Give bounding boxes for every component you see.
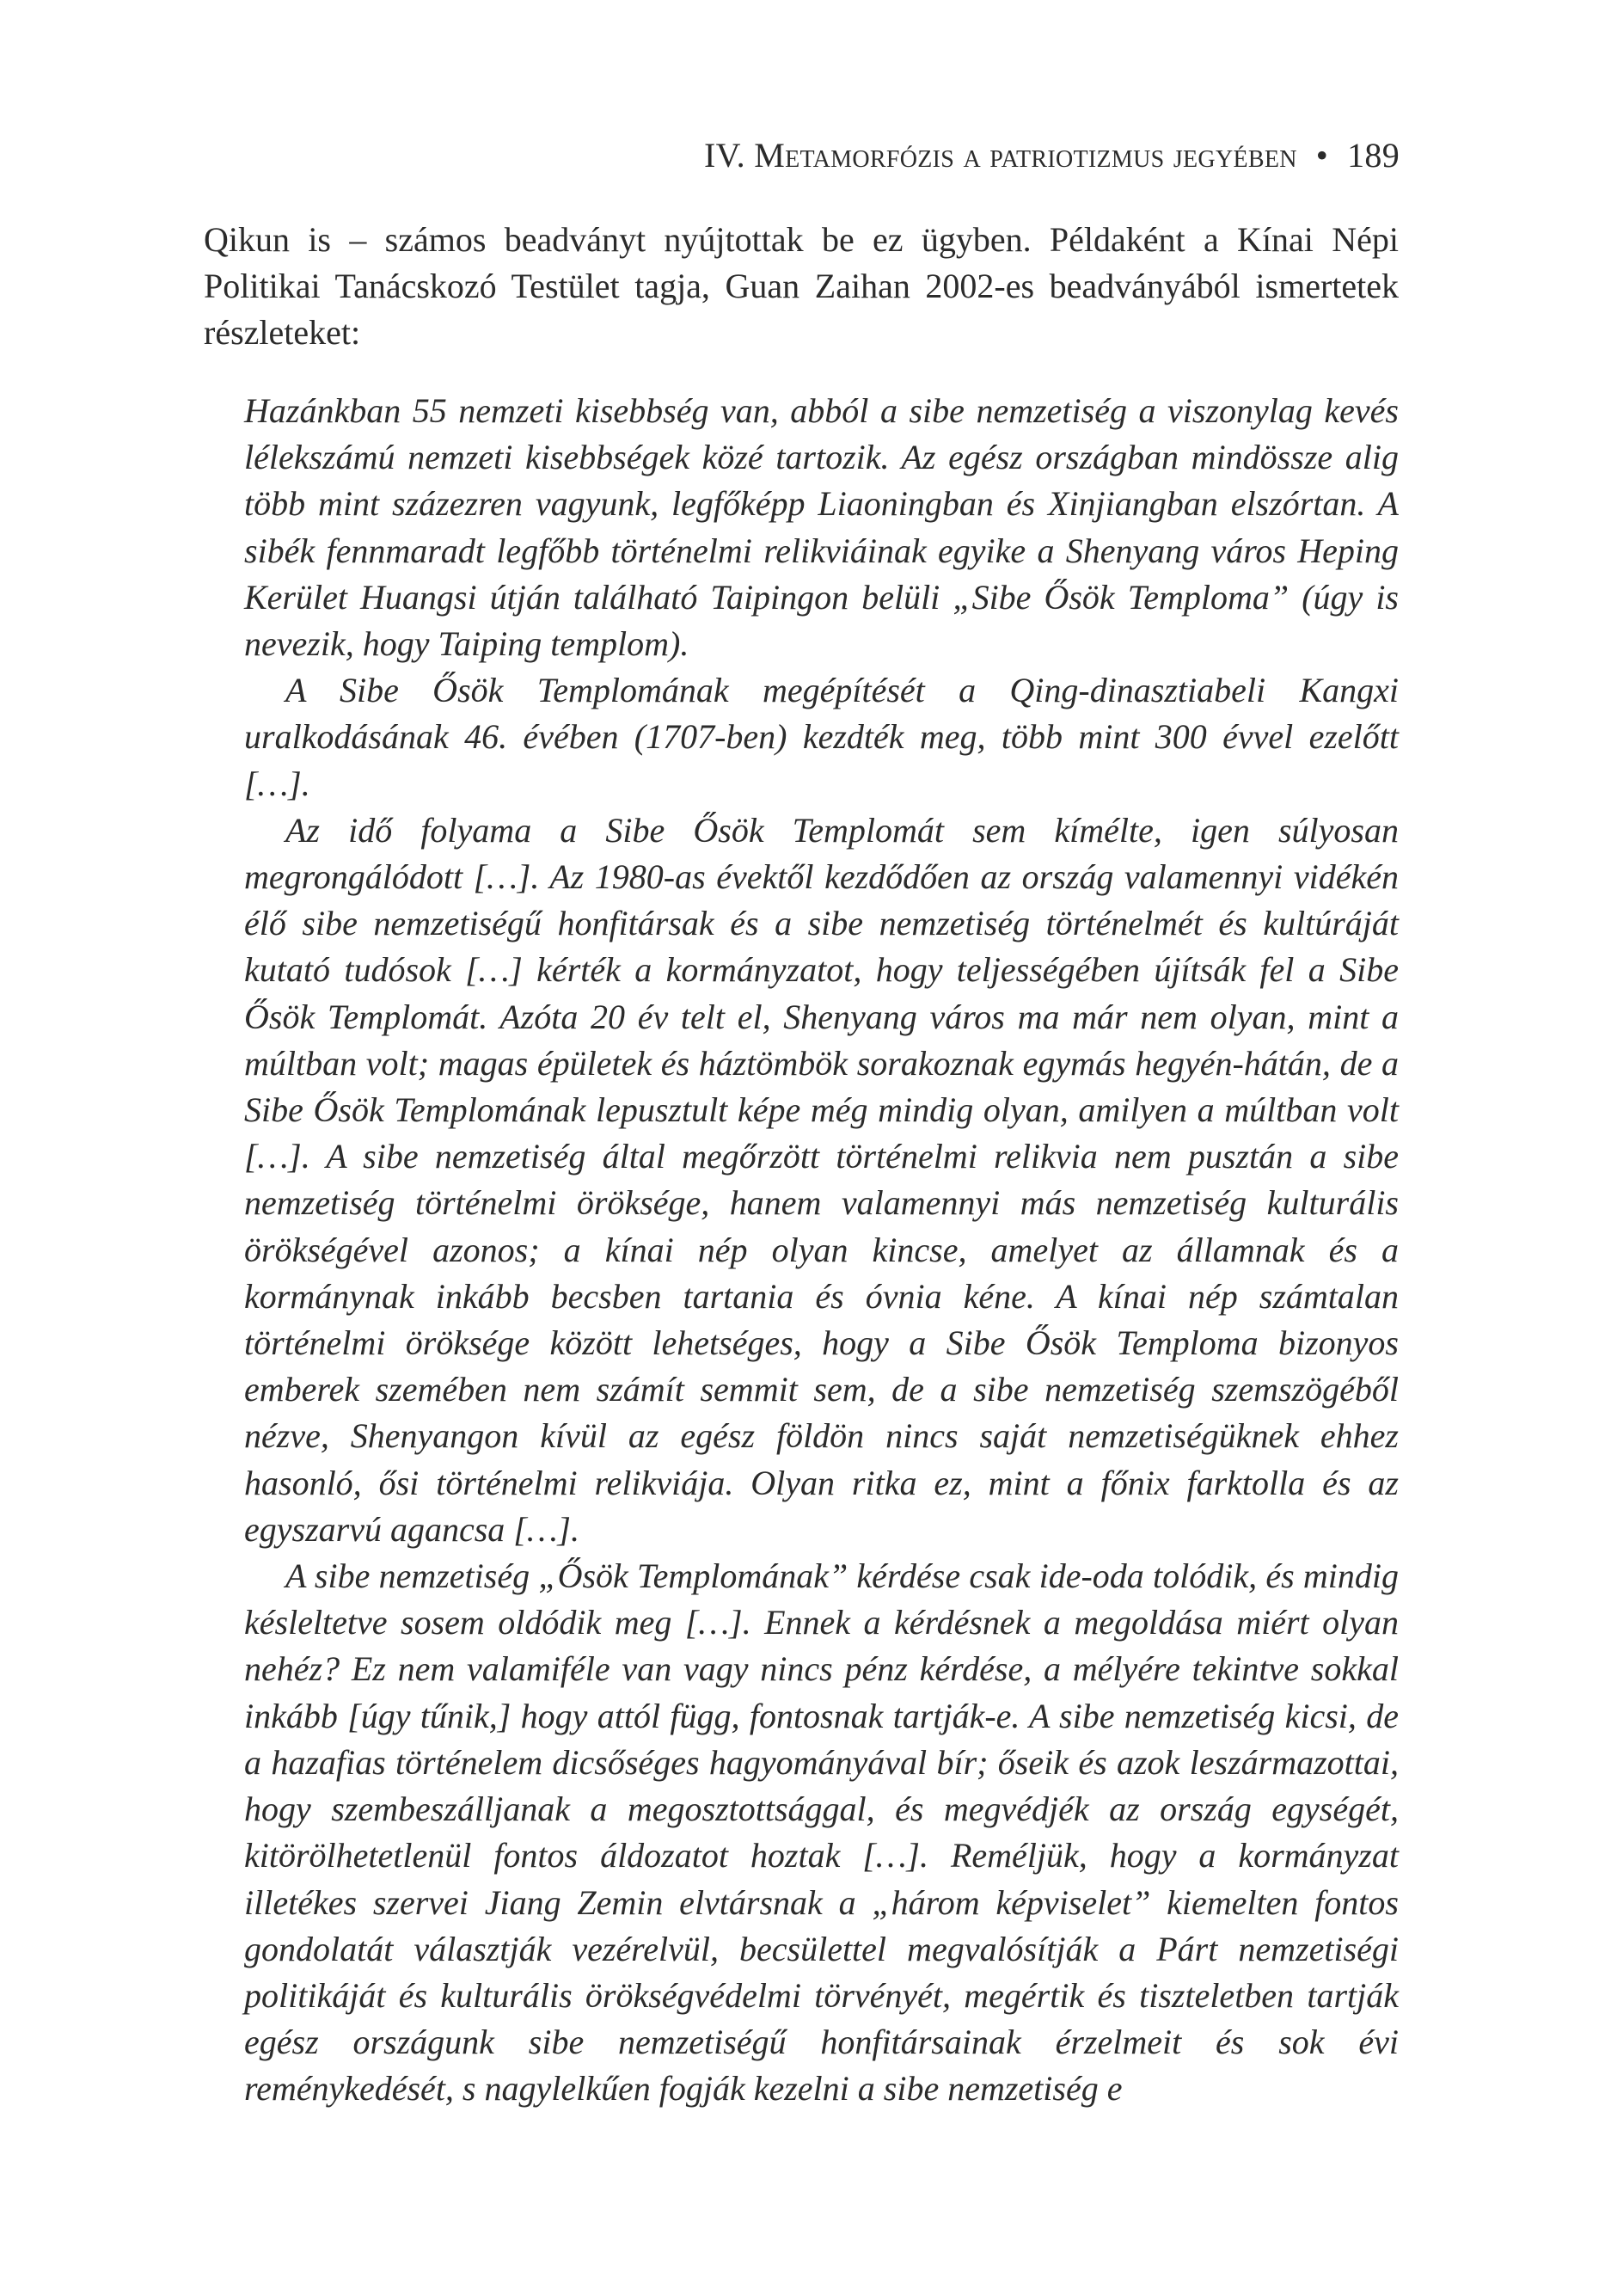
quote-paragraph: Az idő folyama a Sibe Ősök Templomát sem kímélte, igen súlyosan megrongálódott […]. Az 1980-as évektől kezdődően az ország valamennyi vidékén élő sibe nemzetiségű honfitársak és a sibe nemzetiség történelmét és kultúráját kutató tudósok […] kérték a kormányzatot, hogy teljességében újítsák fel a Sibe Ősök Templomát. Azóta 20 év telt el, Shenyang város ma már nem olyan, mint a múltban volt; magas épületek és háztömbök sorakoznak egymás hegyén-hátán, de a Sibe Ősök Templomának lepusztult képe még mindig olyan, amilyen a múltban volt […]. A sibe nemzetiség által megőrzött történelmi relikvia nem pusztán a sibe nemzetiség történelmi öröksége, hanem valamennyi más nemzetiség kulturális örökségével azonos; a kínai nép olyan kincse, amelyet az államnak és a kormánynak inkább becsben tartania és óvnia kéne. A kínai nép számtalan történelmi öröksége között lehetséges, hogy a Sibe Ősök Temploma bizonyos emberek szemében nem számít semmit sem, de a sibe nemzetiség szemszögéből nézve, Shenyangon kívül az egész földön nincs saját nemzetiségüknek ehhez hasonló, ősi történelmi relikviája. Olyan ritka ez, mint a főnix farktolla és az egyszarvú agancsa […]. <box>244 810 1399 1549</box>
quote-paragraph: A sibe nemzetiség „Ősök Templomának” kérdése csak ide-oda tolódik, és mindig késleltetve sosem oldódik meg […]. Ennek a kérdésnek a megoldása miért olyan nehéz? Ez nem valamiféle van vagy nincs pénz kérdése, a mélyére tekintve sokkal inkább [úgy tűnik,] hogy attól függ, fontosnak tartják-e. A sibe nemzetiség kicsi, de a hazafias történelem dicsőséges hagyományával bír; őseik és azok leszármazottai, hogy szembeszálljanak a megosztottsággal, és megvédjék az ország egységét, kitörölhetetlenül fontos áldozatot hoztak […]. Reméljük, hogy a kormányzat illetékes szervei Jiang Zemin elvtársnak a „három képviselet” kiemelten fontos gondolatát választják vezérelvül, becsülettel megvalósítják a Párt nemzetiségi politikáját és kulturális örökségvédelmi törvényét, megértik és tiszteletben tartják egész országunk sibe nemzetiségű honfitársainak érzelmeit és sok évi reménykedését, s nagylelkűen fogják kezelni a sibe nemzetiség e <box>244 1556 1399 2109</box>
quote-paragraph: Hazánkban 55 nemzeti kisebbség van, abból a sibe nemzetiség a viszonylag kevés lélekszámú nemzeti kisebbségek közé tartozik. Az egész országban mindössze alig több mint százezren vagyunk, legfőképp Liaoningban és Xinjiangban elszórtan. A sibék fennmaradt legfőbb történelmi relikviáinak egyike a Shenyang város Heping Kerület Huangsi útján található Taipingon belüli „Sibe Ősök Temploma” (úgy is nevezik, hogy Taiping templom). <box>244 391 1399 664</box>
page-number: 189 <box>1347 136 1400 175</box>
block-quotation <box>244 388 1399 2113</box>
chapter-title: IV. Metamorfózis a patriotizmus jegyében <box>703 136 1297 175</box>
intro-paragraph: Qikun is – számos beadványt nyújtottak be ez ügyben. Példaként a Kínai Népi Politikai Tanácskozó Testület tagja, Guan Zaihan 2002-es beadványából ismertetek részleteket: <box>204 220 1399 352</box>
header-separator-bullet: • <box>1315 136 1329 175</box>
running-header <box>704 135 1400 176</box>
quote-paragraph: A Sibe Ősök Templomának megépítését a Qing-dinasztiabeli Kangxi uralkodásának 46. évében (1707-ben) kezdték meg, több mint 300 évvel ezelőtt […]. <box>244 671 1399 803</box>
